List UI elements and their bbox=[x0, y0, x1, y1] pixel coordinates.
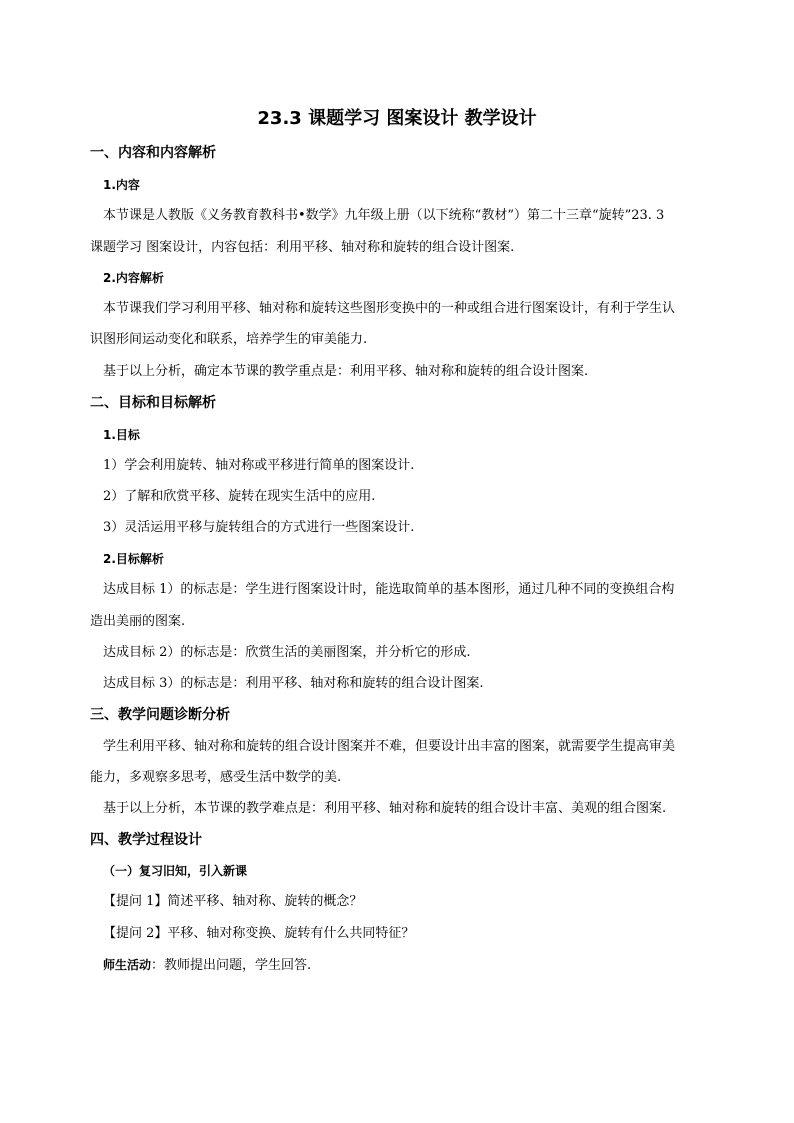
section-heading-4: 四、教学过程设计 bbox=[90, 832, 202, 848]
paragraph-line: 能力，多观察多思考，感受生活中数学的美. bbox=[90, 770, 342, 785]
paragraph-line: 本节课我们学习利用平移、轴对称和旋转这些图形变换中的一种或组合进行图案设计，有利于学生认 bbox=[103, 301, 676, 316]
paragraph-line: 达成目标 1）的标志是：学生进行图案设计时，能选取简单的基本图形，通过几种不同的变换组合构 bbox=[103, 582, 675, 597]
paragraph-line: 达成目标 3）的标志是：利用平移、轴对称和旋转的组合设计图案. bbox=[103, 676, 484, 691]
paragraph-line: 识图形间运动变化和联系，培养学生的审美能力. bbox=[90, 332, 368, 347]
goal-item: 1）学会利用旋转、轴对称或平移进行简单的图案设计. bbox=[103, 458, 415, 473]
subheading-goal-analysis: 2.目标解析 bbox=[103, 552, 164, 566]
paragraph-line: 学生利用平移、轴对称和旋转的组合设计图案并不难，但要设计出丰富的图案，就需要学生提高审美 bbox=[103, 739, 676, 754]
paragraph-line: 达成目标 2）的标志是：欣赏生活的美丽图案，并分析它的形成. bbox=[103, 645, 471, 660]
question-item: 【提问 1】简述平移、轴对称、旋转的概念？ bbox=[103, 894, 363, 909]
section-heading-2: 二、目标和目标解析 bbox=[90, 395, 216, 411]
paragraph-line: 基于以上分析，本节课的教学难点是：利用平移、轴对称和旋转的组合设计丰富、美观的组合图案. bbox=[103, 801, 667, 816]
subheading-goals: 1.目标 bbox=[103, 428, 140, 442]
subheading-review: （一）复习旧知，引入新课 bbox=[103, 864, 248, 878]
goal-item: 3）灵活运用平移与旋转组合的方式进行一些图案设计. bbox=[103, 520, 415, 535]
subheading-content-analysis: 2.内容解析 bbox=[103, 271, 164, 285]
activity-label: 师生活动 bbox=[103, 958, 152, 972]
subheading-content: 1.内容 bbox=[103, 178, 140, 192]
document-title: 23.3 课题学习 图案设计 教学设计 bbox=[257, 108, 537, 129]
activity-text: ：教师提出问题，学生回答. bbox=[151, 958, 312, 973]
section-heading-3: 三、教学问题诊断分析 bbox=[90, 707, 230, 723]
paragraph-line: 造出美丽的图案. bbox=[90, 614, 186, 629]
paragraph-line: 课题学习 图案设计，内容包括：利用平移、轴对称和旋转的组合设计图案. bbox=[90, 240, 515, 255]
paragraph-line: 基于以上分析，确定本节课的教学重点是：利用平移、轴对称和旋转的组合设计图案. bbox=[103, 364, 589, 379]
question-item: 【提问 2】平移、轴对称变换、旋转有什么共同特征？ bbox=[103, 926, 415, 941]
activity-line bbox=[103, 957, 720, 974]
section-heading-1: 一、内容和内容解析 bbox=[90, 145, 216, 161]
paragraph-line: 本节课是人教版《义务教育教科书•数学》九年级上册（以下统称“教材”）第二十三章“旋转”23. 3 bbox=[103, 208, 665, 223]
goal-item: 2）了解和欣赏平移、旋转在现实生活中的应用. bbox=[103, 489, 376, 504]
